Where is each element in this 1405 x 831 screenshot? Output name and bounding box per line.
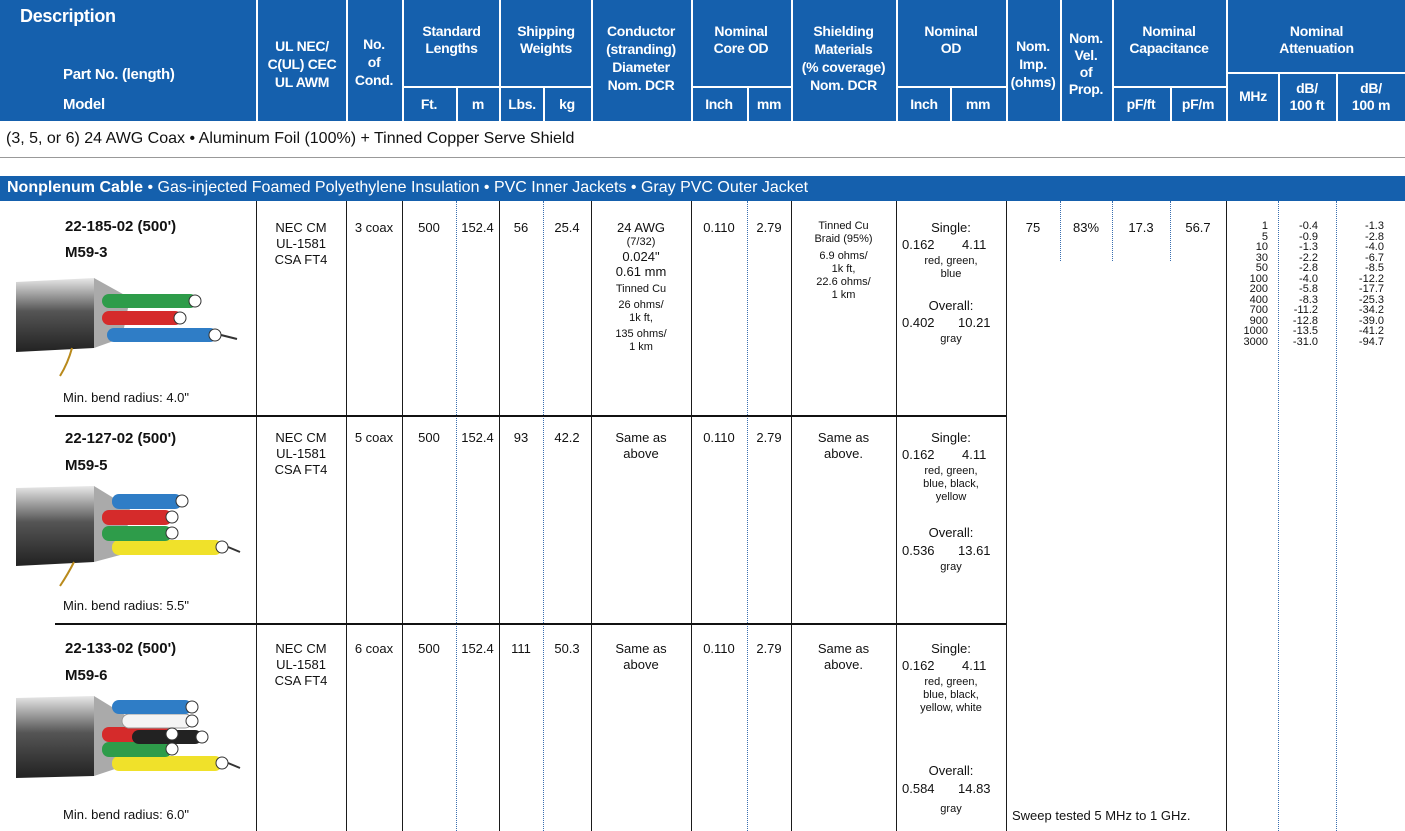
header-nominal-core-od: Nominal Core OD — [713, 23, 769, 56]
attenuation-db-100ft: -1.3 — [1299, 241, 1318, 253]
section-bar — [0, 176, 1405, 201]
weight-lbs: 56 — [513, 220, 529, 235]
attenuation-mhz-list — [1228, 221, 1268, 347]
conductor-spec: Same as above — [615, 641, 667, 672]
attenuation-db-100ft: -13.5 — [1292, 325, 1318, 337]
attenuation-db-100m: -25.3 — [1358, 293, 1384, 306]
velocity: 83% — [1072, 220, 1100, 235]
overall-od-mm: 10.21 — [958, 315, 991, 330]
ul-listing: NEC CM UL-1581 CSA FT4 — [274, 641, 328, 688]
single-od-inch: 0.162 — [902, 658, 935, 673]
header-shielding: Shielding Materials (% coverage) Nom. DCR — [801, 23, 886, 93]
single-colors: red, green, blue — [924, 255, 978, 280]
shield-spec: Same as above. — [817, 430, 870, 461]
header-ft: Ft. — [420, 96, 438, 112]
attenuation-db-100ft: -11.2 — [1293, 304, 1318, 316]
core-od-inch: 0.110 — [703, 220, 735, 235]
core-od-inch: 0.110 — [703, 641, 735, 656]
header-lbs: Lbs. — [508, 96, 536, 112]
attenuation-db-100ft: -31.0 — [1292, 335, 1318, 348]
conductor-spec: Same as above — [615, 430, 667, 461]
model-number: M59-6 — [65, 667, 108, 684]
section-bar-text: • Gas-injected Foamed Polyethylene Insulation • PVC Inner Jackets • Gray PVC Outer Jacket — [143, 179, 809, 196]
conductor-spec: 24 AWG (7/32) 0.024" 0.61 mm Tinned Cu 26 ohms/ 1k ft, 135 ohms/ 1 km — [615, 220, 667, 353]
single-od-mm: 4.11 — [962, 447, 987, 462]
header-pf-ft: pF/ft — [1126, 96, 1156, 112]
overall-od-mm: 13.61 — [958, 543, 991, 558]
header-ul-nec: UL NEC/ C(UL) CEC UL AWM — [267, 38, 337, 90]
capacitance-pf-m: 56.7 — [1185, 220, 1211, 235]
single-colors: red, green, blue, black, yellow, white — [920, 676, 982, 714]
attenuation-db-100m: -39.0 — [1358, 314, 1384, 327]
overall-color: gray — [940, 803, 962, 815]
single-colors: red, green, blue, black, yellow — [923, 465, 979, 503]
table-header — [0, 0, 1405, 121]
attenuation-mhz: 200 — [1249, 283, 1268, 295]
section-bar-title: Nonplenum Cable — [7, 179, 144, 196]
shield-spec: Same as above. — [817, 641, 870, 672]
header-core-mm: mm — [756, 96, 782, 112]
cable-image-m59-6 — [12, 692, 242, 802]
attenuation-mhz: 700 — [1249, 304, 1268, 316]
attenuation-mhz: 10 — [1255, 241, 1268, 253]
part-number: 22-185-02 (500') — [65, 218, 177, 235]
attenuation-mhz: 1 — [1261, 220, 1268, 232]
overall-label: Overall: — [928, 298, 974, 313]
header-nom-imp: Nom. Imp. (ohms) — [1010, 38, 1056, 90]
weight-kg: 25.4 — [554, 220, 580, 235]
bend-radius: Min. bend radius: 5.5" — [63, 598, 190, 613]
section-description — [0, 121, 1405, 158]
header-description: Description — [20, 6, 116, 26]
attenuation-db-100m: -34.2 — [1358, 304, 1384, 316]
header-m: m — [471, 96, 485, 112]
attenuation-mhz: 5 — [1261, 230, 1268, 243]
header-shipping-weights: Shipping Weights — [517, 23, 575, 56]
header-standard-lengths: Standard Lengths — [422, 23, 481, 56]
cond-count: 6 coax — [354, 641, 394, 656]
length-ft: 500 — [418, 220, 440, 235]
header-pf-m: pF/m — [1181, 96, 1215, 112]
header-od-inch: Inch — [910, 96, 938, 112]
attenuation-db-100ft: -5.8 — [1299, 283, 1318, 295]
length-m: 152.4 — [461, 641, 494, 656]
attenuation-db-100ft: -4.0 — [1299, 272, 1318, 285]
cond-count: 5 coax — [354, 430, 394, 445]
overall-color: gray — [940, 333, 962, 345]
attenuation-db-100m: -8.5 — [1365, 262, 1384, 274]
attenuation-db-100m: -1.3 — [1365, 220, 1384, 232]
bend-radius: Min. bend radius: 4.0" — [63, 390, 190, 405]
attenuation-db-100m: -41.2 — [1358, 325, 1384, 337]
header-model: Model — [63, 96, 105, 113]
length-ft: 500 — [418, 430, 440, 445]
weight-lbs: 93 — [513, 430, 529, 445]
single-label: Single: — [931, 220, 971, 235]
overall-label: Overall: — [928, 525, 974, 540]
attenuation-db-100m: -6.7 — [1365, 251, 1384, 264]
single-label: Single: — [931, 641, 971, 656]
core-od-mm: 2.79 — [756, 220, 782, 235]
single-od-inch: 0.162 — [902, 447, 935, 462]
attenuation-mhz: 400 — [1249, 293, 1268, 306]
ul-listing: NEC CM UL-1581 CSA FT4 — [274, 430, 328, 477]
single-label: Single: — [931, 430, 971, 445]
attenuation-db-100ft: -8.3 — [1299, 293, 1318, 306]
attenuation-db-100m: -17.7 — [1358, 283, 1384, 295]
shield-spec: Tinned Cu Braid (95%) 6.9 ohms/ 1k ft, 22.6 ohms/ 1 km — [814, 220, 873, 301]
attenuation-mhz: 3000 — [1243, 335, 1268, 348]
attenuation-db-100m: -94.7 — [1358, 335, 1384, 348]
weight-lbs: 111 — [511, 641, 531, 656]
attenuation-mhz: 100 — [1249, 272, 1268, 285]
header-conductor: Conductor (stranding) Diameter Nom. DCR — [606, 23, 676, 93]
header-nom-vel: Nom. Vel. of Prop. — [1068, 30, 1104, 97]
attenuation-mhz: 1000 — [1243, 325, 1268, 337]
overall-od-inch: 0.536 — [902, 543, 935, 558]
overall-od-inch: 0.584 — [902, 781, 935, 796]
attenuation-mhz: 900 — [1249, 314, 1268, 327]
weight-kg: 50.3 — [554, 641, 580, 656]
cond-count: 3 coax — [354, 220, 394, 235]
attenuation-mhz: 50 — [1255, 262, 1268, 274]
core-od-mm: 2.79 — [756, 641, 782, 656]
length-m: 152.4 — [461, 430, 494, 445]
core-od-inch: 0.110 — [703, 430, 735, 445]
length-m: 152.4 — [461, 220, 494, 235]
attenuation-db-100ft: -2.8 — [1299, 262, 1318, 274]
part-number: 22-133-02 (500') — [65, 640, 177, 657]
model-number: M59-3 — [65, 244, 108, 261]
single-od-mm: 4.11 — [962, 658, 987, 673]
attenuation-db-100m: -12.2 — [1358, 272, 1384, 285]
header-mhz: MHz — [1239, 88, 1267, 104]
attenuation-db-100ft: -12.8 — [1292, 314, 1318, 327]
capacitance-pf-ft: 17.3 — [1128, 220, 1154, 235]
header-db-100ft: dB/ 100 ft — [1289, 80, 1325, 113]
header-nominal-od: Nominal OD — [924, 23, 978, 56]
cable-image-m59-3 — [12, 268, 242, 388]
part-number: 22-127-02 (500') — [65, 430, 177, 447]
header-od-mm: mm — [965, 96, 991, 112]
attenuation-db-100ft: -0.4 — [1299, 220, 1318, 232]
cable-image-m59-5 — [12, 482, 242, 592]
overall-label: Overall: — [928, 763, 974, 778]
header-nominal-capacitance: Nominal Capacitance — [1129, 23, 1209, 56]
ul-listing: NEC CM UL-1581 CSA FT4 — [274, 220, 328, 267]
attenuation-mhz: 30 — [1255, 251, 1268, 264]
header-db-100m: dB/ 100 m — [1351, 80, 1391, 113]
single-od-inch: 0.162 — [902, 237, 935, 252]
single-od-mm: 4.11 — [962, 237, 987, 252]
bend-radius: Min. bend radius: 6.0" — [63, 807, 190, 822]
impedance: 75 — [1025, 220, 1041, 235]
model-number: M59-5 — [65, 457, 108, 474]
length-ft: 500 — [418, 641, 440, 656]
header-nominal-attenuation: Nominal Attenuation — [1279, 23, 1354, 56]
header-part-no: Part No. (length) — [63, 66, 175, 83]
overall-od-inch: 0.402 — [902, 315, 935, 330]
header-core-inch: Inch — [705, 96, 733, 112]
core-od-mm: 2.79 — [756, 430, 782, 445]
header-kg: kg — [559, 96, 575, 112]
attenuation-db-100m: -2.8 — [1365, 230, 1384, 243]
attenuation-db-100m: -4.0 — [1365, 241, 1384, 253]
attenuation-db-100ft: -2.2 — [1299, 251, 1318, 264]
attenuation-db-100ft: -0.9 — [1299, 230, 1318, 243]
overall-od-mm: 14.83 — [958, 781, 991, 796]
section-description-text: (3, 5, or 6) 24 AWG Coax • Aluminum Foil (100%) + Tinned Copper Serve Shield — [6, 130, 575, 147]
attenuation-db-100m-list — [1338, 221, 1384, 347]
overall-color: gray — [940, 561, 962, 573]
weight-kg: 42.2 — [554, 430, 580, 445]
header-no-of-cond: No. of Cond. — [354, 36, 394, 88]
sweep-footnote: Sweep tested 5 MHz to 1 GHz. — [1012, 808, 1191, 823]
attenuation-db-100ft-list — [1280, 221, 1318, 347]
